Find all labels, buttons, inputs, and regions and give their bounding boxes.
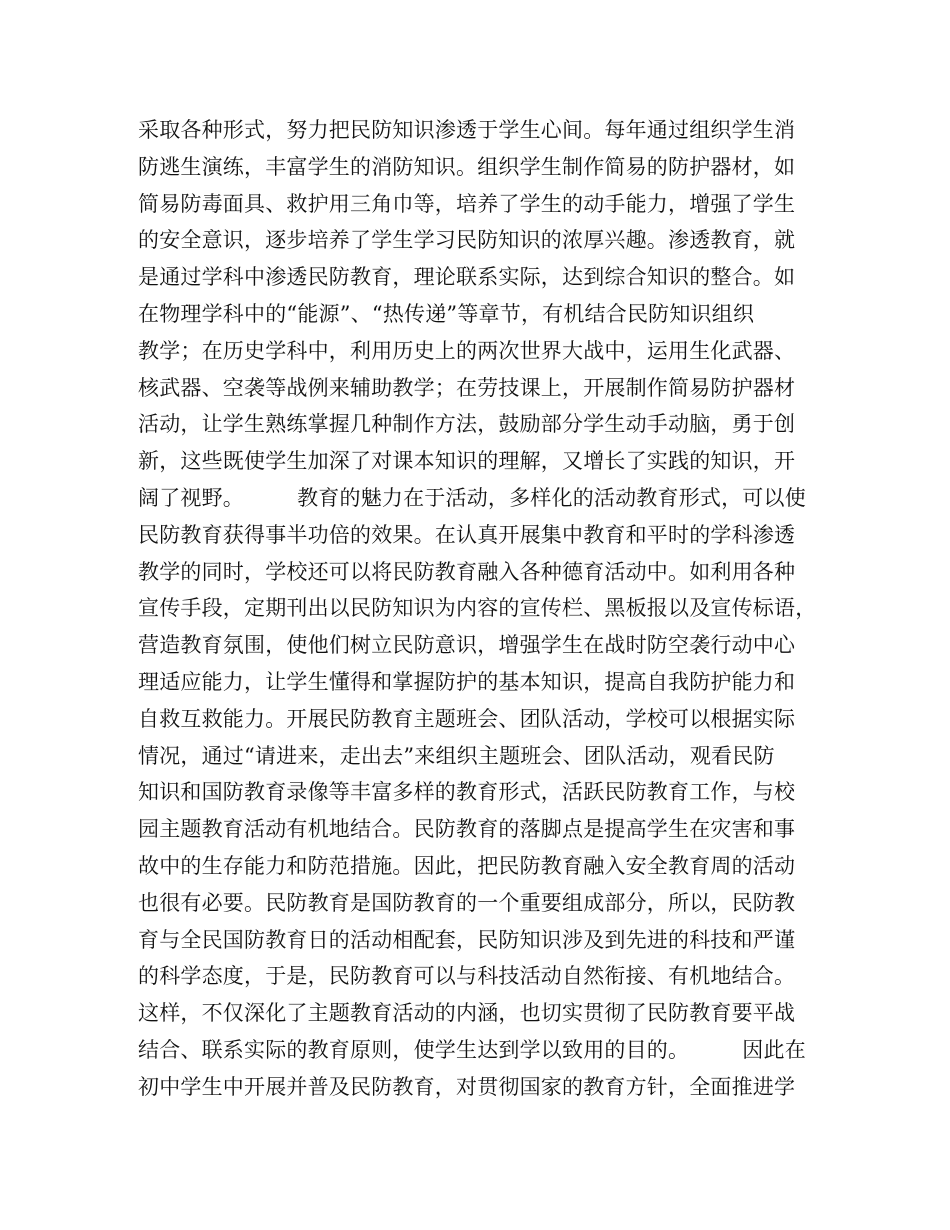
text-line: 采取各种形式，努力把民防知识渗透于学生心间。每年通过组织学生消 bbox=[138, 118, 796, 142]
text-line: 初中学生中开展并普及民防教育，对贯彻国家的教育方针，全面推进学 bbox=[138, 1074, 796, 1099]
text-line: 的安全意识，逐步培养了学生学习民防知识的浓厚兴趣。渗透教育，就 bbox=[138, 228, 796, 253]
body-text bbox=[138, 112, 828, 1106]
text-line: 新，这些既使学生加深了对课本知识的理解，又增长了实践的知识，开 bbox=[138, 449, 796, 474]
text-line: 育与全民国防教育日的活动相配套，民防知识涉及到先进的科技和严谨 bbox=[138, 927, 796, 952]
text-line: 这样，不仅深化了主题教育活动的内涵，也切实贯彻了民防教育要平战 bbox=[138, 1001, 796, 1026]
text-line: 也很有必要。民防教育是国防教育的一个重要组成部分，所以，民防教 bbox=[138, 890, 796, 915]
text-line: 自救互救能力。开展民防教育主题班会、团队活动，学校可以根据实际 bbox=[138, 706, 796, 731]
text-line: 知识和国防教育录像等丰富多样的教育形式，活跃民防教育工作，与校 bbox=[138, 780, 796, 805]
text-line: 简易防毒面具、救护用三角巾等，培养了学生的动手能力，增强了学生 bbox=[138, 191, 796, 216]
text-line: 的科学态度，于是，民防教育可以与科技活动自然衔接、有机地结合。 bbox=[138, 964, 796, 989]
text-line: 在物理学科中的“能源”、“热传递”等章节，有机结合民防知识组织 bbox=[138, 301, 755, 326]
text-line: 防逃生演练，丰富学生的消防知识。组织学生制作简易的防护器材，如 bbox=[138, 154, 796, 179]
text-line: 核武器、空袭等战例来辅助教学；在劳技课上，开展制作简易防护器材 bbox=[138, 375, 796, 400]
text-line: 园主题教育活动有机地结合。民防教育的落脚点是提高学生在灾害和事 bbox=[138, 817, 796, 842]
text-line: 结合、联系实际的教育原则，使学生达到学以致用的目的。 因此在 bbox=[138, 1037, 806, 1062]
text-line: 教学的同时，学校还可以将民防教育融入各种德育活动中。如利用各种 bbox=[138, 559, 796, 584]
text-line: 营造教育氛围，使他们树立民防意识，增强学生在战时防空袭行动中心 bbox=[138, 633, 796, 658]
text-line: 理适应能力，让学生懂得和掌握防护的基本知识，提高自我防护能力和 bbox=[138, 669, 796, 694]
text-line: 教学；在历史学科中，利用历史上的两次世界大战中，运用生化武器、 bbox=[138, 338, 796, 363]
text-line: 宣传手段，定期刊出以民防知识为内容的宣传栏、黑板报以及宣传标语， bbox=[138, 596, 817, 621]
text-line: 情况，通过“请进来，走出去”来组织主题班会、团队活动，观看民防 bbox=[138, 743, 775, 768]
text-line: 活动，让学生熟练掌握几种制作方法，鼓励部分学生动手动脑，勇于创 bbox=[138, 412, 796, 437]
text-line: 故中的生存能力和防范措施。因此，把民防教育融入安全教育周的活动 bbox=[138, 853, 796, 878]
text-line: 民防教育获得事半功倍的效果。在认真开展集中教育和平时的学科渗透 bbox=[138, 522, 796, 547]
text-line: 阔了视野。 教育的魅力在于活动，多样化的活动教育形式，可以使 bbox=[138, 485, 806, 510]
text-line: 是通过学科中渗透民防教育，理论联系实际，达到综合知识的整合。如 bbox=[138, 265, 796, 290]
